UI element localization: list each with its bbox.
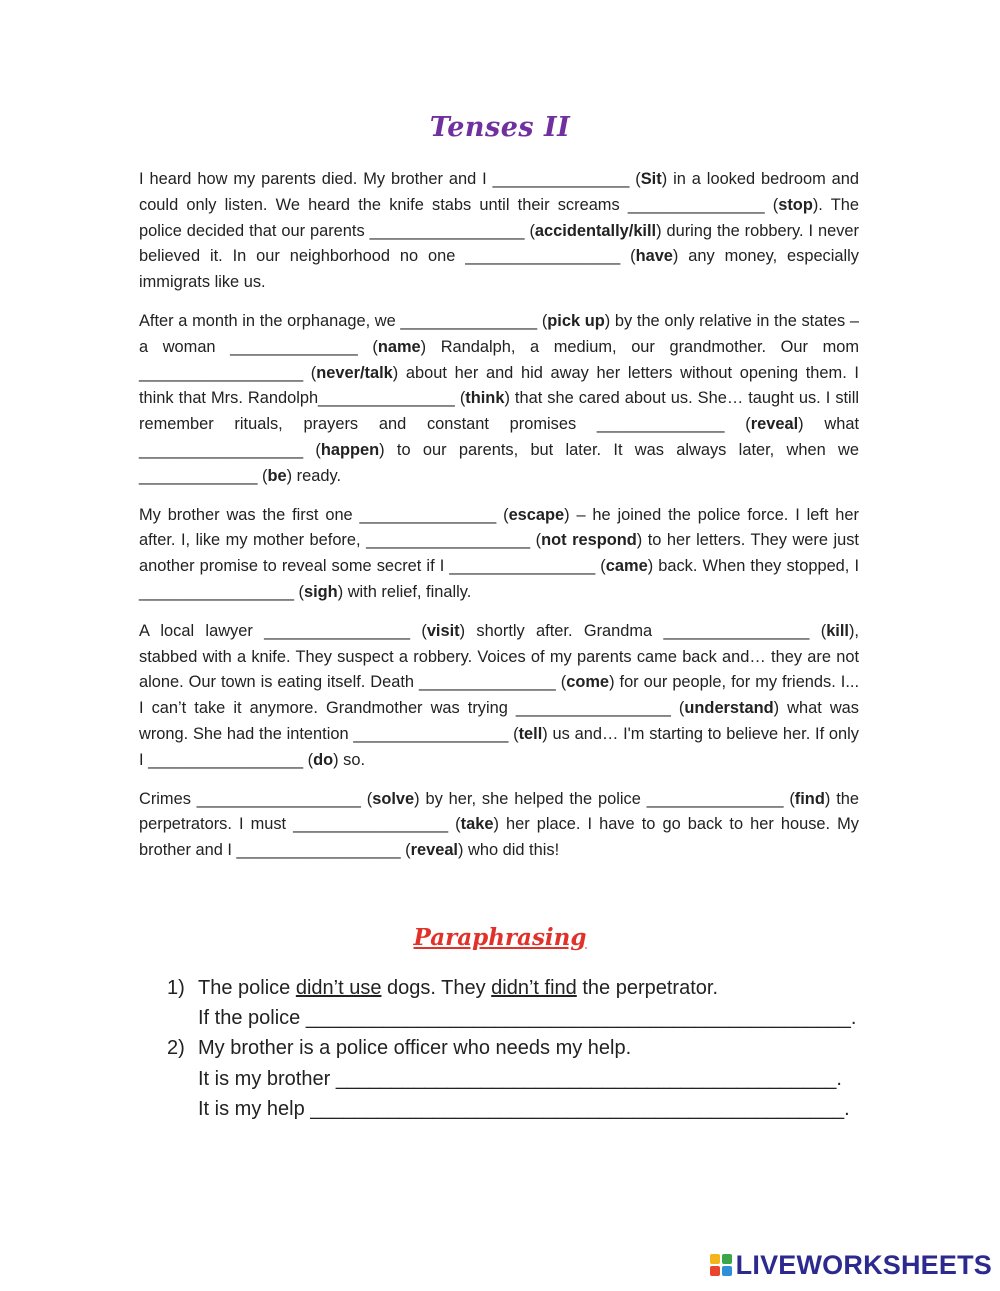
prompt-end: . bbox=[850, 1007, 857, 1030]
sentence-text: My brother is a police officer who needs my help. bbox=[198, 1037, 632, 1060]
paragraph-text: ) what was wrong. She had the intention _________________ ( bbox=[139, 699, 859, 743]
paragraph-text: ) to her letters. They were just another promise to reveal some secret if I ________________ ( bbox=[139, 531, 859, 576]
paragraph-text: After a month in the orphanage, we _______________ ( bbox=[139, 311, 548, 330]
verb-hint: find bbox=[794, 789, 825, 808]
paraphrasing-list bbox=[167, 973, 867, 1124]
verb-hint: never/talk bbox=[316, 363, 393, 382]
paragraph-text: ) by her, she helped the police _______________ ( bbox=[414, 789, 795, 808]
exercise-paragraph bbox=[139, 619, 859, 774]
worksheet-body bbox=[139, 167, 859, 877]
paragraph-text: ) what __________________ ( bbox=[139, 415, 860, 459]
verb-hint: take bbox=[460, 815, 494, 834]
exercise-paragraph bbox=[139, 309, 859, 490]
sentence-text: The police bbox=[198, 977, 296, 999]
paraphrasing-prompt bbox=[167, 1064, 867, 1094]
paragraph-text: ) for our people, for my friends. I... I can’t take it anymore. Grandmother was trying _________________ ( bbox=[139, 673, 860, 718]
exercise-paragraph bbox=[139, 167, 859, 296]
underlined-phrase: didn’t find bbox=[491, 977, 577, 999]
answer-blank[interactable]: _____________________________________________ bbox=[335, 1067, 837, 1090]
paraphrasing-item bbox=[167, 973, 867, 1003]
paragraph-text: ) in a looked bedroom and could only listen. We heard the knife stabs until their screams _______________ ( bbox=[139, 170, 860, 214]
paraphrasing-prompt bbox=[167, 1094, 867, 1124]
prompt-start: It is my brother bbox=[198, 1067, 336, 1090]
verb-hint: pick up bbox=[547, 311, 605, 330]
logo-tile bbox=[710, 1266, 720, 1276]
paragraph-text: A local lawyer ________________ ( bbox=[139, 621, 427, 640]
verb-hint: kill bbox=[826, 621, 849, 640]
logo-tile bbox=[710, 1254, 720, 1264]
verb-hint: came bbox=[605, 557, 648, 576]
paragraph-text: ) during the robbery. I never believed it. In our neighborhood no one _________________ ( bbox=[139, 221, 859, 266]
liveworksheets-logo-icon bbox=[710, 1254, 732, 1276]
verb-hint: think bbox=[465, 389, 505, 408]
verb-hint: come bbox=[566, 673, 610, 692]
logo-text: LIVEWORKSHEETS bbox=[735, 1249, 992, 1280]
verb-hint: name bbox=[377, 337, 421, 356]
liveworksheets-logo[interactable] bbox=[710, 1247, 992, 1283]
paragraph-text: ) that she cared about us. She… taught us. I still remember rituals, prayers and constant promises ______________ ( bbox=[139, 389, 859, 434]
paragraph-text: ) who did this! bbox=[458, 841, 560, 860]
paragraph-text: ), stabbed with a knife. They suspect a robbery. Voices of my parents came back and… they are not alone. Our town is eating itself. Death _______________ ( bbox=[139, 621, 859, 692]
verb-hint: understand bbox=[684, 699, 774, 718]
verb-hint: have bbox=[635, 247, 673, 266]
paragraph-text: ) her place. I have to go back to her house. My brother and I __________________ ( bbox=[139, 815, 859, 860]
answer-blank[interactable]: ________________________________________________ bbox=[310, 1097, 845, 1120]
paragraph-text: ). The police decided that our parents _________________ ( bbox=[139, 195, 859, 240]
worksheet-title: Tenses II bbox=[429, 112, 571, 143]
paragraph-text: ) the perpetrators. I must _________________ ( bbox=[139, 789, 859, 834]
exercise-paragraph bbox=[139, 503, 859, 606]
prompt-start: If the police bbox=[198, 1007, 306, 1030]
sentence-text: the perpetrator. bbox=[576, 977, 718, 999]
paragraph-text: ) by the only relative in the states – a woman ______________ ( bbox=[139, 311, 859, 356]
logo-tile bbox=[722, 1266, 732, 1276]
verb-hint: do bbox=[313, 750, 334, 769]
verb-hint: be bbox=[267, 466, 287, 485]
paragraph-text: ) about her and hid away her letters without opening them. I think that Mrs. Randolph_______________ ( bbox=[139, 363, 859, 408]
verb-hint: accidentally/kill bbox=[534, 221, 657, 240]
paragraph-text: Crimes __________________ ( bbox=[139, 789, 373, 808]
paraphrasing-item bbox=[167, 1033, 867, 1063]
answer-blank[interactable]: _________________________________________________ bbox=[305, 1007, 851, 1030]
prompt-end: . bbox=[836, 1067, 842, 1090]
paragraph-text: ) – he joined the police force. I left her after. I, like my mother before, __________________ ( bbox=[139, 505, 859, 550]
paragraph-text: ) Randalph, a medium, our grandmother. Our mom __________________ ( bbox=[139, 337, 859, 382]
paragraph-text: ) back. When they stopped, I _________________ ( bbox=[139, 557, 859, 601]
verb-hint: tell bbox=[518, 724, 543, 743]
paragraph-text: ) so. bbox=[333, 750, 366, 769]
item-number: 1) bbox=[167, 977, 185, 999]
verb-hint: escape bbox=[508, 505, 565, 524]
underlined-phrase: didn’t use bbox=[295, 977, 382, 999]
sentence-text: dogs. They bbox=[381, 977, 492, 999]
paragraph-text: I heard how my parents died. My brother and I _______________ ( bbox=[139, 170, 641, 188]
paragraph-text: ) shortly after. Grandma ________________ ( bbox=[459, 621, 827, 640]
verb-hint: stop bbox=[778, 195, 813, 214]
paragraph-text: ) to our parents, but later. It was always later, when we _____________ ( bbox=[139, 440, 859, 485]
logo-tile bbox=[722, 1254, 732, 1264]
prompt-end: . bbox=[844, 1097, 850, 1120]
verb-hint: sigh bbox=[303, 582, 338, 601]
verb-hint: happen bbox=[320, 440, 380, 459]
verb-hint: reveal bbox=[750, 415, 799, 434]
verb-hint: Sit bbox=[640, 170, 662, 188]
paragraph-text: ) ready. bbox=[286, 466, 342, 485]
paragraph-text: ) us and… I'm starting to believe her. If only I _________________ ( bbox=[139, 724, 860, 769]
verb-hint: solve bbox=[372, 789, 415, 808]
paragraph-text: ) any money, especially immigrats like us. bbox=[139, 247, 859, 292]
verb-hint: not respond bbox=[541, 531, 637, 550]
paraphrasing-prompt bbox=[167, 1003, 867, 1033]
paraphrasing-title: Paraphrasing bbox=[413, 924, 587, 951]
exercise-paragraph bbox=[139, 787, 859, 864]
verb-hint: visit bbox=[426, 621, 460, 640]
prompt-start: It is my help bbox=[198, 1097, 311, 1120]
item-number: 2) bbox=[167, 1037, 185, 1060]
paragraph-text: My brother was the first one _______________ ( bbox=[139, 505, 509, 524]
paragraph-text: ) with relief, finally. bbox=[337, 582, 472, 601]
verb-hint: reveal bbox=[410, 841, 458, 860]
